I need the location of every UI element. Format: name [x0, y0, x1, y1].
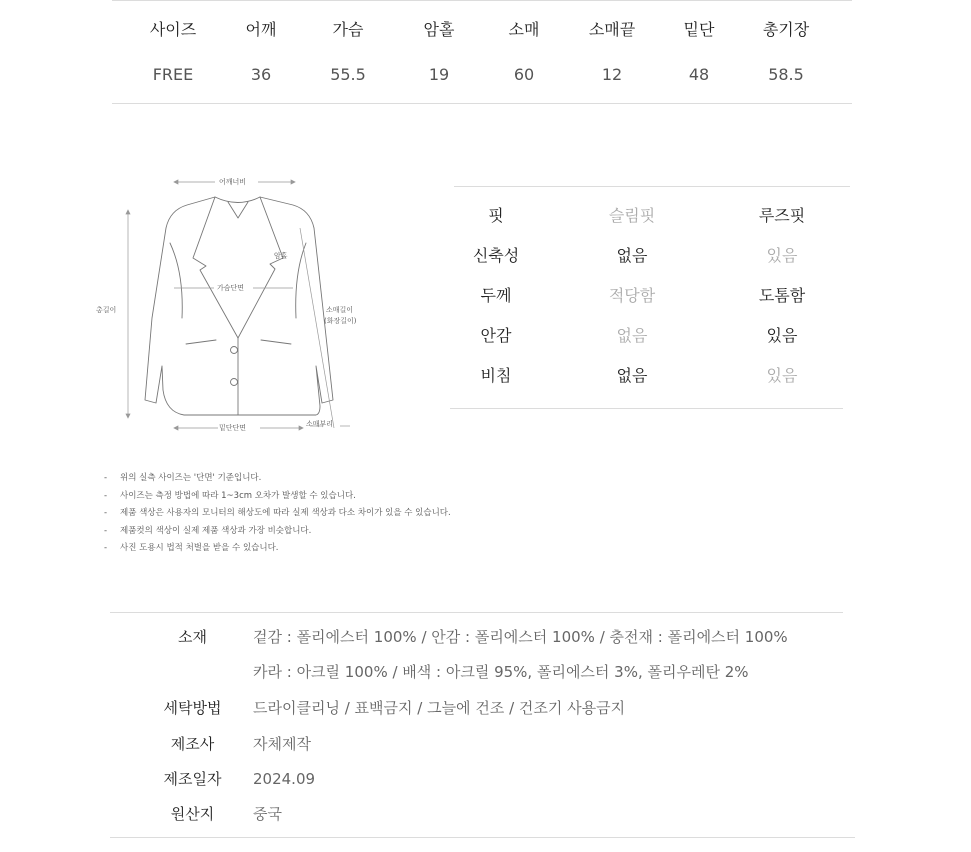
size-header-cell: 총기장: [762, 20, 810, 39]
note-item: [104, 488, 604, 506]
washing-label: 세탁방법: [163, 699, 222, 717]
sleeve-length-label: 소매길이: [326, 306, 354, 314]
material-label: 소재: [178, 628, 207, 646]
note-dash: -: [104, 473, 108, 483]
size-header-cell: 암홀: [423, 20, 455, 39]
size-value-cell: 19: [428, 65, 450, 84]
size-value-cell: 55.5: [330, 65, 366, 84]
info-row-date: [110, 764, 855, 794]
size-value-cell: 12: [601, 65, 623, 84]
info-top-divider: [110, 612, 843, 613]
size-value-cell: 58.5: [768, 65, 804, 84]
fit-option-selected: 없음: [616, 246, 648, 265]
size-value-row: [112, 60, 852, 90]
info-row-washing: [110, 693, 855, 723]
size-header-cell: 사이즈: [149, 20, 197, 39]
fit-row: [450, 281, 850, 311]
fit-table: [450, 186, 850, 410]
size-header-cell: 소매끝: [588, 20, 636, 39]
size-value-cell: 60: [513, 65, 535, 84]
armhole-label: 암홀: [274, 252, 288, 260]
note-text: 제품 색상은 사용자의 모니터의 해상도에 따라 실제 색상과 다소 차이가 있을 수 있습니다.: [120, 508, 451, 518]
fit-row: [450, 201, 850, 231]
size-value-cell: 36: [250, 65, 272, 84]
note-dash: -: [104, 490, 108, 501]
maker-value: 자체제작: [253, 735, 311, 753]
note-text: 사이즈는 측정 방법에 따라 1~3cm 오차가 발생할 수 있습니다.: [120, 490, 356, 501]
product-info-table: [110, 612, 855, 838]
info-row-origin: [110, 799, 855, 829]
fit-row-label: 비침: [480, 366, 512, 385]
fit-row-label: 핏: [488, 206, 504, 225]
maker-label: 제조사: [170, 735, 215, 753]
date-label: 제조일자: [163, 770, 222, 788]
fit-row: [450, 321, 850, 351]
washing-value: 드라이클리닝 / 표백금지 / 그늘에 건조 / 건조기 사용금지: [253, 699, 626, 717]
fit-row-label: 안감: [480, 326, 512, 345]
total-length-label: 총길이: [96, 306, 117, 314]
info-bottom-divider: [110, 837, 855, 838]
size-table-bottom-divider: [112, 103, 852, 104]
sleeve-length-sub-label: (화장길이): [324, 317, 357, 325]
fit-row-label: 신축성: [472, 246, 520, 265]
info-row-material-2: [110, 657, 855, 687]
info-row-material: [110, 622, 855, 652]
fit-option: 적당함: [608, 286, 656, 305]
note-item: [104, 540, 604, 558]
fit-table-top-divider: [454, 186, 850, 187]
fit-row: [450, 241, 850, 271]
material-value-line1: 겉감 : 폴리에스터 100% / 안감 : 폴리에스터 100% / 충전재 : 폴리에스터 100%: [253, 628, 788, 646]
size-header-cell: 밑단: [683, 20, 715, 39]
note-item: [104, 505, 604, 523]
fit-option: 슬림핏: [608, 206, 656, 225]
origin-label: 원산지: [170, 805, 215, 823]
fit-option-selected: 도톰함: [758, 286, 806, 305]
size-header-row: [112, 15, 852, 45]
size-header-cell: 가슴: [332, 20, 364, 39]
note-dash: -: [104, 508, 108, 518]
fit-option: 있음: [766, 366, 798, 385]
size-header-cell: 어깨: [245, 20, 277, 39]
hem-width-label: 밑단단면: [219, 424, 247, 432]
fit-option-selected: 루즈핏: [758, 206, 806, 225]
note-dash: -: [104, 543, 108, 553]
cuff-label: 소매부리: [306, 420, 334, 428]
note-text: 사진 도용시 법적 처벌을 받을 수 있습니다.: [120, 543, 279, 553]
fit-option-selected: 없음: [616, 366, 648, 385]
fit-table-bottom-divider: [450, 408, 843, 409]
size-value-cell: 48: [688, 65, 710, 84]
size-value-cell: FREE: [152, 65, 194, 84]
shoulder-width-label: 어깨너비: [219, 178, 247, 186]
note-text: 위의 실측 사이즈는 '단면' 기준입니다.: [120, 473, 262, 483]
fit-row: [450, 361, 850, 391]
note-item: [104, 470, 604, 488]
chest-width-label: 가슴단면: [217, 284, 245, 292]
note-dash: -: [104, 525, 108, 536]
info-row-maker: [110, 729, 855, 759]
fit-row-label: 두께: [480, 286, 512, 305]
notes-list: [104, 470, 604, 558]
size-table: [112, 0, 852, 104]
note-text: 제품컷의 색상이 실제 제품 색상과 가장 비슷합니다.: [120, 525, 312, 536]
size-header-cell: 소매: [508, 20, 540, 39]
fit-option: 없음: [616, 326, 648, 345]
fit-option-selected: 있음: [766, 326, 798, 345]
date-value: 2024.09: [253, 770, 316, 788]
material-value-line2: 카라 : 아크릴 100% / 배색 : 아크릴 95%, 폴리에스터 3%, 폴리우레탄 2%: [253, 663, 749, 681]
note-item: [104, 523, 604, 541]
origin-value: 중국: [253, 805, 282, 823]
jacket-measurement-diagram: [88, 168, 388, 443]
fit-option: 있음: [766, 246, 798, 265]
